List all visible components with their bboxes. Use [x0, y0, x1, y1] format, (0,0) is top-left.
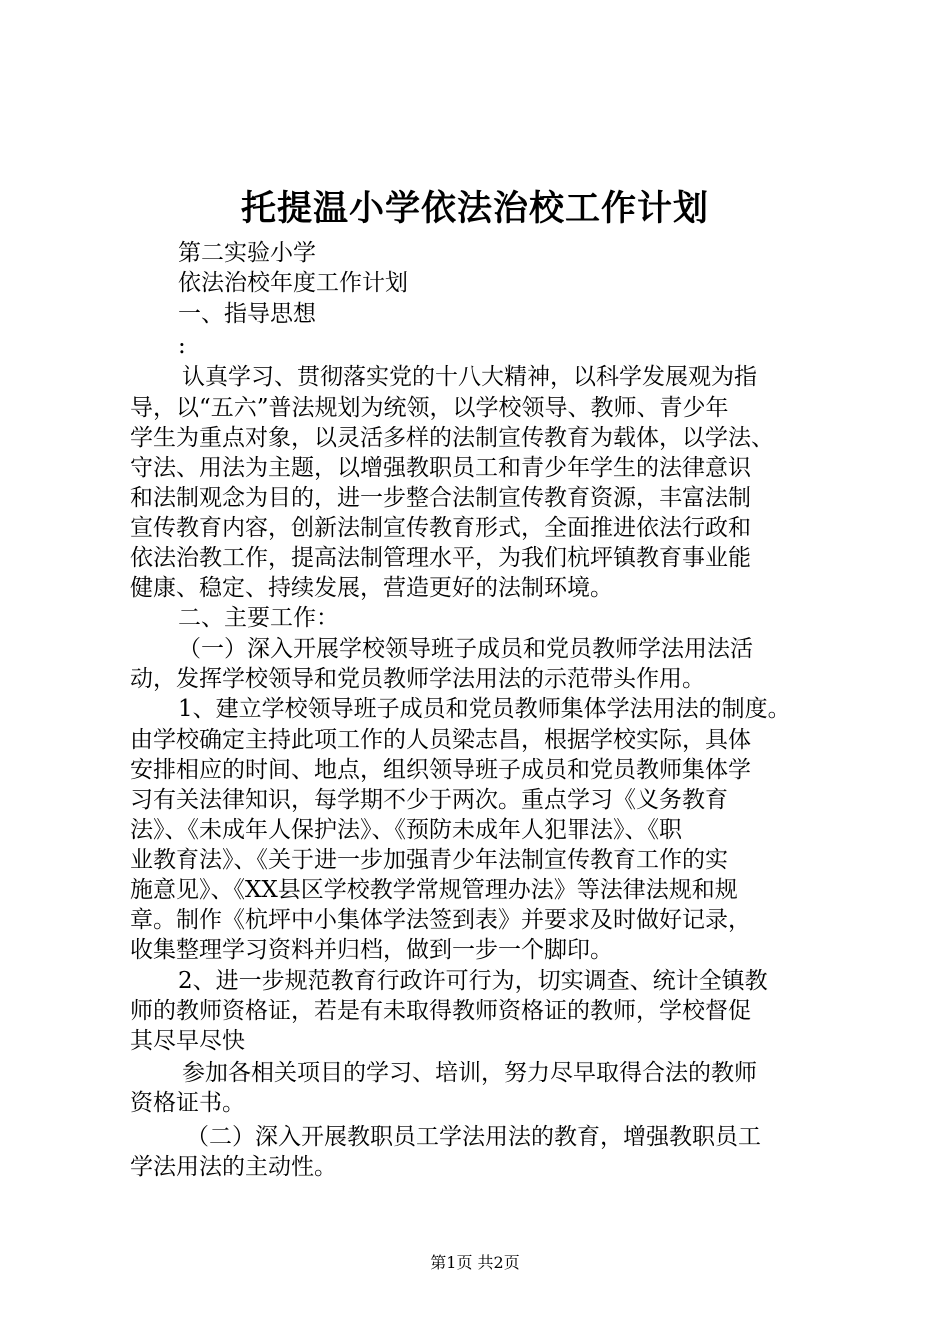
text-line: 法》、《未成年人保护法》、《预防未成年人犯罪法》、《职 — [130, 817, 682, 843]
text-line: 收集整理学习资料并归档，做到一步一个脚印。 — [130, 937, 613, 963]
text-line: 依法治校年度工作计划 — [178, 270, 408, 296]
text-line: 由学校确定主持此项工作的人员梁志昌，根据学校实际，具体 — [130, 727, 751, 753]
text-line: 动，发挥学校领导和党员教师学法用法的示范带头作用。 — [130, 666, 705, 692]
text-line: 2、进一步规范教育行政许可行为，切实调查、统计全镇教 — [178, 968, 768, 994]
text-line: 学生为重点对象，以灵活多样的法制宣传教育为载体，以学法、 — [130, 425, 774, 451]
text-line: 导，以“五六”普法规划为统领，以学校领导、教师、青少年 — [130, 395, 729, 421]
text-line: （一）深入开展学校领导班子成员和党员教师学法用法活 — [178, 636, 753, 662]
text-line: : — [178, 333, 186, 359]
text-line: 依法治教工作，提高法制管理水平，为我们杭坪镇教育事业能 — [130, 545, 751, 571]
text-line: 1、建立学校领导班子成员和党员教师集体学法用法的制度。 — [178, 696, 791, 722]
text-line: 安排相应的时间、地点，组织领导班子成员和党员教师集体学 — [130, 757, 751, 783]
text-line: （二）深入开展教职员工学法用法的教育，增强教职员工 — [186, 1124, 761, 1150]
text-line: 其尽早尽快 — [130, 1028, 245, 1054]
text-line: 和法制观念为目的，进一步整合法制宣传教育资源，丰富法制 — [130, 485, 751, 511]
text-line: 资格证书。 — [130, 1090, 245, 1116]
text-line: 施意见》、《XX县区学校教学常规管理办法》等法律法规和规 — [130, 877, 738, 903]
text-line: 健康、稳定、持续发展，营造更好的法制环境。 — [130, 575, 613, 601]
text-line: 师的教师资格证，若是有未取得教师资格证的教师，学校督促 — [130, 998, 751, 1024]
text-line: 学法用法的主动性。 — [130, 1154, 337, 1180]
text-line: 一、指导思想 — [178, 301, 316, 327]
text-line: 习有关法律知识，每学期不少于两次。重点学习《义务教育 — [130, 787, 728, 813]
text-line: 认真学习、贯彻落实党的十八大精神，以科学发展观为指 — [182, 364, 757, 390]
text-line: 宣传教育内容，创新法制宣传教育形式，全面推进依法行政和 — [130, 515, 751, 541]
text-line: 参加各相关项目的学习、培训，努力尽早取得合法的教师 — [182, 1060, 757, 1086]
text-line: 守法、用法为主题，以增强教职员工和青少年学生的法律意识 — [130, 455, 751, 481]
text-line: 业教育法》、《关于进一步加强青少年法制宣传教育工作的实 — [130, 847, 728, 873]
document-title: 托提温小学依法治校工作计划 — [240, 188, 709, 229]
section-heading: 二、主要工作： — [178, 605, 339, 631]
text-line: 章。制作《杭坪中小集体学法签到表》并要求及时做好记录， — [130, 907, 751, 933]
text-line: 第二实验小学 — [178, 240, 316, 266]
page-footer: 第1页 共2页 — [430, 1253, 520, 1272]
